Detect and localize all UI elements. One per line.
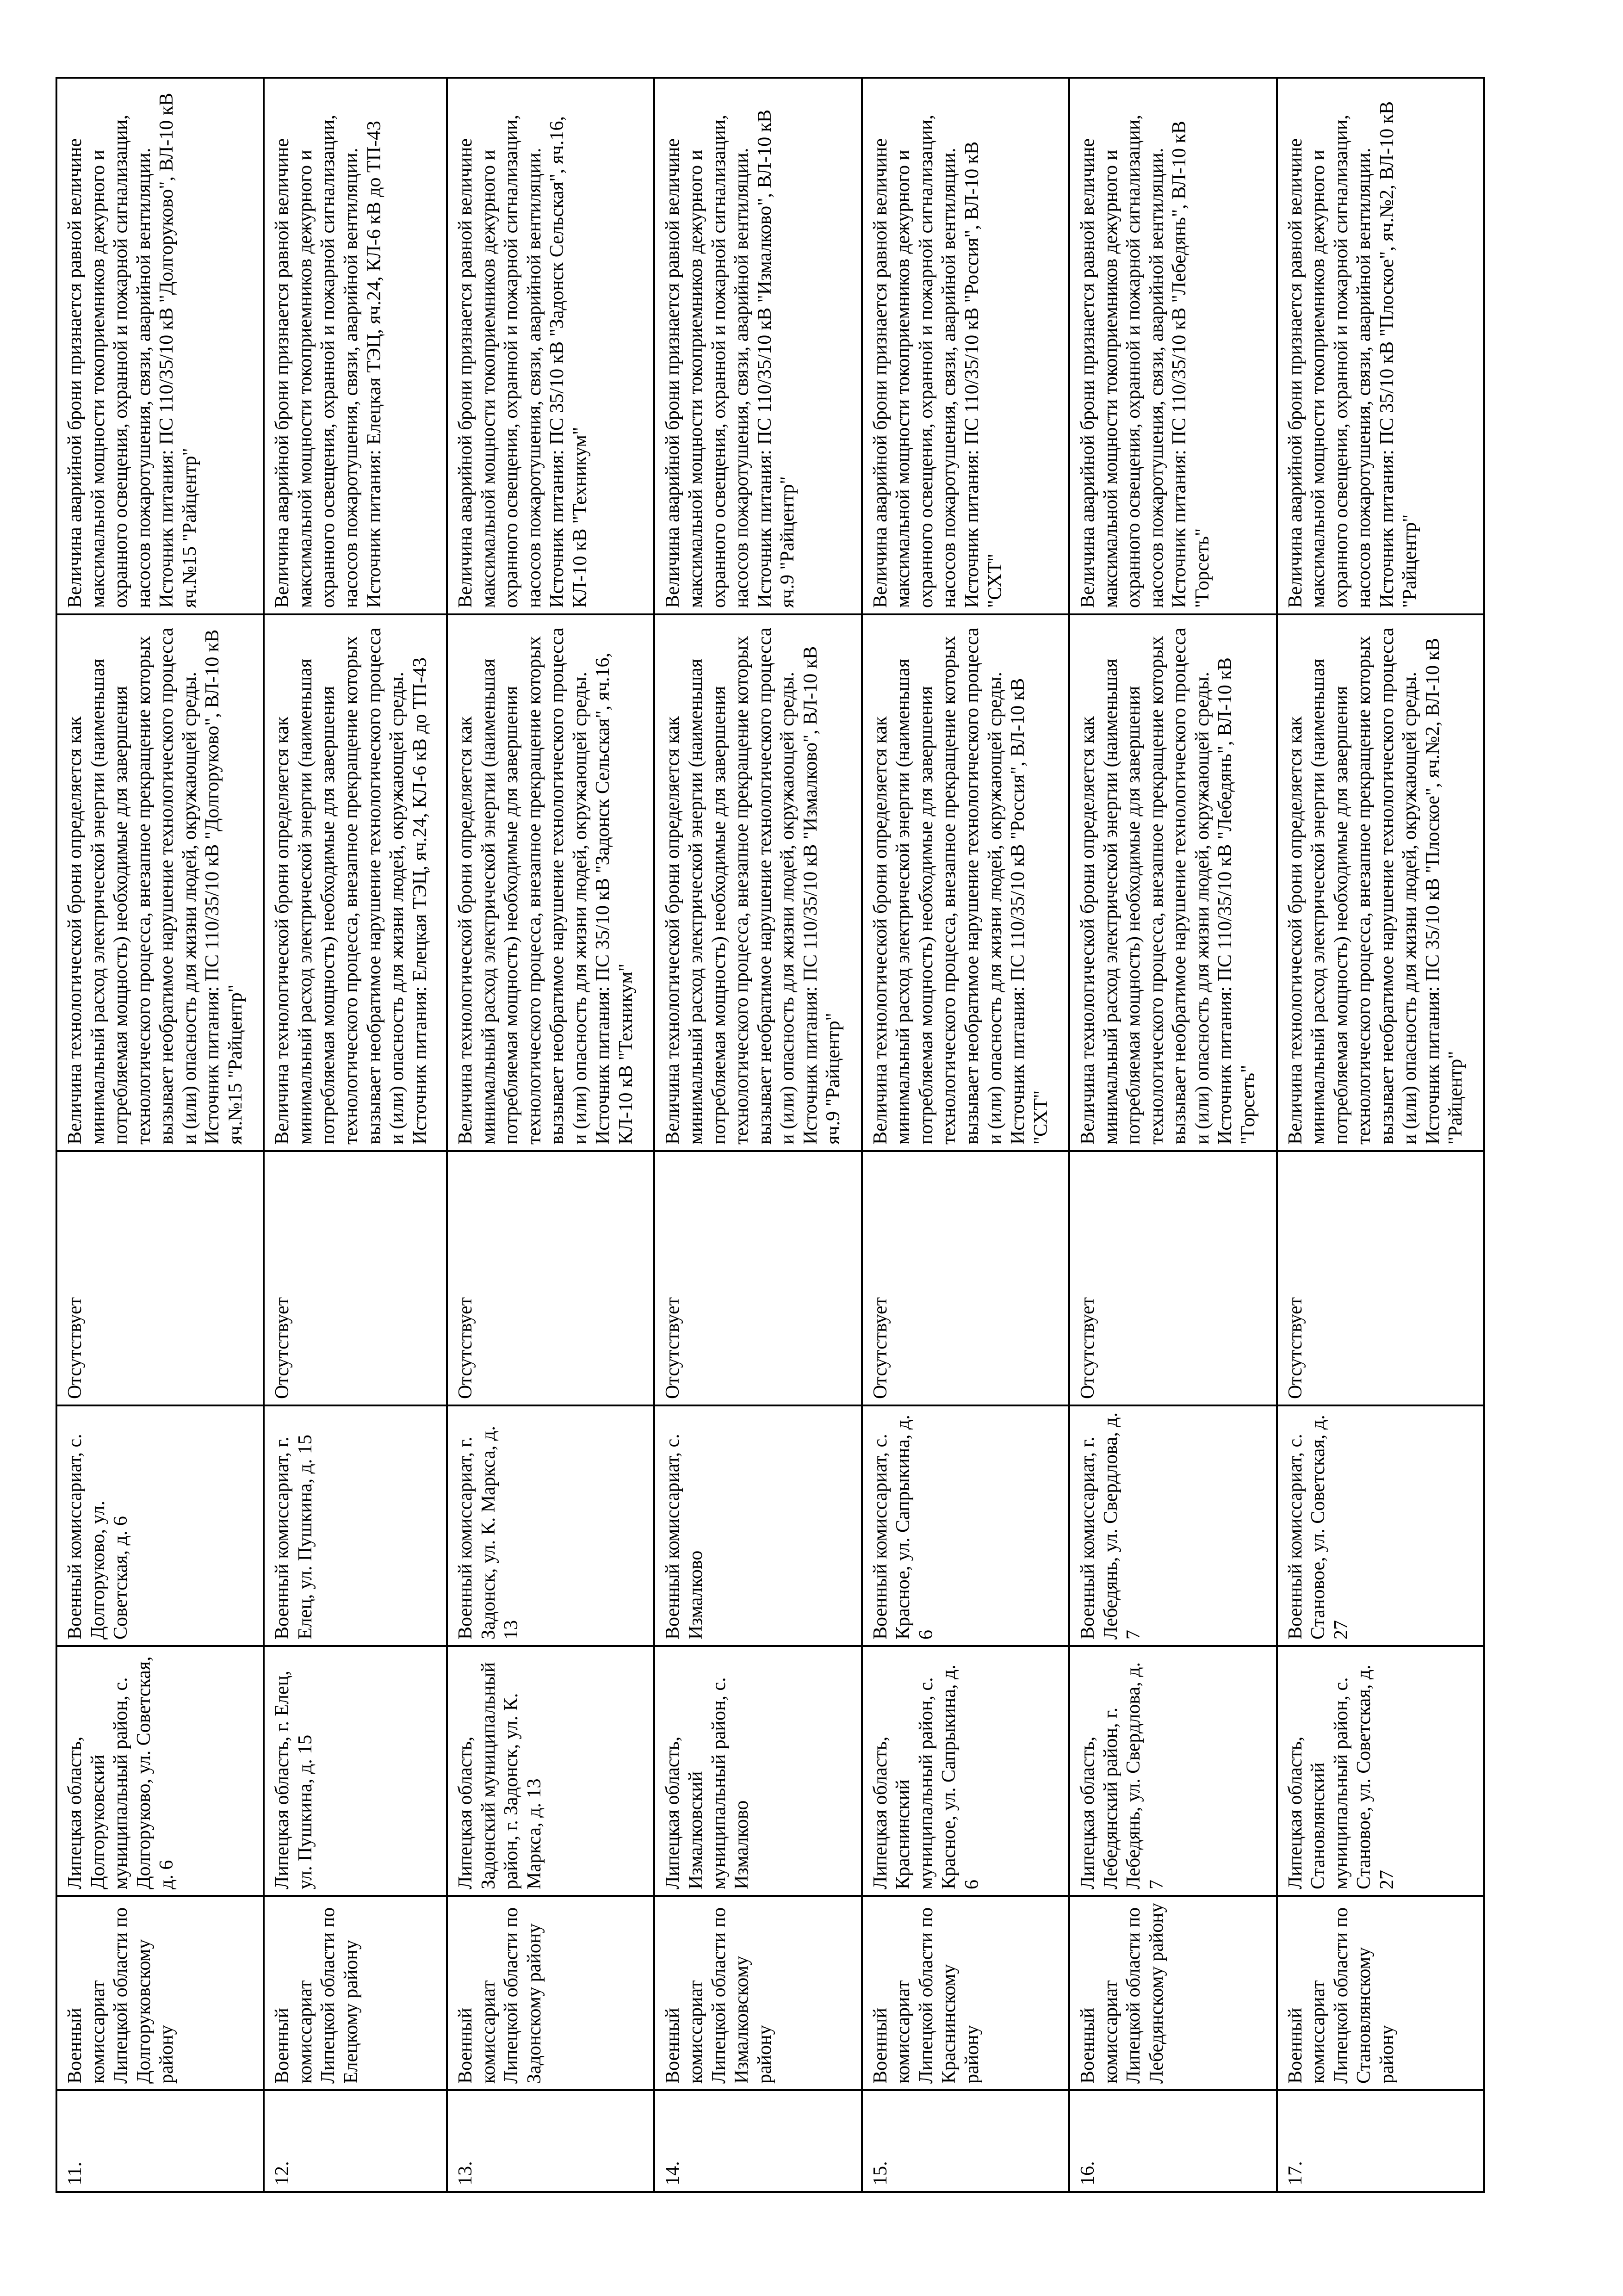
cell-organization: Военный комиссариат Липецкой области по Становлянскому району (1277, 1896, 1484, 2090)
cell-technological-reserve: Величина технологической брони определяется как минимальный расход электрической энергии (наименьшая потребляемая мощность) необходимые для завершения технологического процесса, внезапное прекращение которых вызывает необратимое нарушение технологического процесса и (или) опасность для жизни людей, окружающей среды. Источник питания: ПС 35/10 кВ "Задонск Сельская", яч.16, КЛ-10 кВ "Техникум" (447, 614, 654, 1151)
cell-location: Военный комиссариат, с. Становое, ул. Советская, д. 27 (1277, 1405, 1484, 1646)
table-row (654, 78, 861, 2192)
cell-address: Липецкая область, Долгоруковский муниципальный район, с. Долгоруково, ул. Советская, д. 6 (56, 1646, 264, 1896)
cell-technological-reserve: Величина технологической брони определяется как минимальный расход электрической энергии (наименьшая потребляемая мощность) необходимые для завершения технологического процесса, внезапное прекращение которых вызывает необратимое нарушение технологического процесса и (или) опасность для жизни людей, окружающей среды. Источник питания: Елецкая ТЭЦ, яч.24, КЛ-6 кВ до ТП-43 (264, 614, 447, 1151)
cell-absent: Отсутствует (1277, 1151, 1484, 1405)
cell-emergency-reserve: Величина аварийной брони признается равной величине максимальной мощности токоприемников дежурного и охранного освещения, охранной и пожарной сигнализации, насосов пожаротушения, связи, аварийной вентиляции. Источник питания: ПС 110/35/10 кВ "Лебедянь", ВЛ-10 кВ "Горсеть" (1069, 78, 1276, 614)
cell-organization: Военный комиссариат Липецкой области по Задонскому району (447, 1896, 654, 2090)
table-row (1069, 78, 1276, 2192)
cell-location: Военный комиссариат, с. Измалково (654, 1405, 861, 1646)
cell-number: 12. (264, 2090, 447, 2192)
cell-emergency-reserve: Величина аварийной брони признается равной величине максимальной мощности токоприемников дежурного и охранного освещения, охранной и пожарной сигнализации, насосов пожаротушения, связи, аварийной вентиляции. Источник питания: ПС 35/10 кВ "Задонск Сельская", яч.16, КЛ-10 кВ "Техникум" (447, 78, 654, 614)
cell-number: 13. (447, 2090, 654, 2192)
cell-absent: Отсутствует (447, 1151, 654, 1405)
cell-absent: Отсутствует (264, 1151, 447, 1405)
cell-number: 14. (654, 2090, 861, 2192)
cell-technological-reserve: Величина технологической брони определяется как минимальный расход электрической энергии (наименьшая потребляемая мощность) необходимые для завершения технологического процесса, внезапное прекращение которых вызывает необратимое нарушение технологического процесса и (или) опасность для жизни людей, окружающей среды. Источник питания: ПС 110/35/10 кВ "Лебедянь", ВЛ-10 кВ "Горсеть" (1069, 614, 1276, 1151)
table-row (862, 78, 1069, 2192)
cell-technological-reserve: Величина технологической брони определяется как минимальный расход электрической энергии (наименьшая потребляемая мощность) необходимые для завершения технологического процесса, внезапное прекращение которых вызывает необратимое нарушение технологического процесса и (или) опасность для жизни людей, окружающей среды. Источник питания: ПС 110/35/10 кВ "Измалково", ВЛ-10 кВ яч.9 "Райцентр" (654, 614, 861, 1151)
reservation-table (56, 77, 1485, 2193)
cell-address: Липецкая область, Задонский муниципальный район, г. Задонск, ул. К. Маркса, д. 13 (447, 1646, 654, 1896)
cell-organization: Военный комиссариат Липецкой области по Измалковскому району (654, 1896, 861, 2090)
cell-emergency-reserve: Величина аварийной брони признается равной величине максимальной мощности токоприемников дежурного и охранного освещения, охранной и пожарной сигнализации, насосов пожаротушения, связи, аварийной вентиляции. Источник питания: ПС 35/10 кВ "Плоское", яч.№2, ВЛ-10 кВ "Райцентр" (1277, 78, 1484, 614)
cell-address: Липецкая область, Измалковский муниципальный район, с. Измалково (654, 1646, 861, 1896)
cell-location: Военный комиссариат, с. Долгоруково, ул. Советская, д. 6 (56, 1405, 264, 1646)
cell-number: 11. (56, 2090, 264, 2192)
cell-emergency-reserve: Величина аварийной брони признается равной величине максимальной мощности токоприемников дежурного и охранного освещения, охранной и пожарной сигнализации, насосов пожаротушения, связи, аварийной вентиляции. Источник питания: ПС 110/35/10 кВ "Долгоруково", ВЛ-10 кВ яч.№15 "Райцентр" (56, 78, 264, 614)
cell-location: Военный комиссариат, г. Задонск, ул. К. Маркса, д. 13 (447, 1405, 654, 1646)
cell-organization: Военный комиссариат Липецкой области по Лебедянскому району (1069, 1896, 1276, 2090)
cell-location: Военный комиссариат, г. Лебедянь, ул. Свердлова, д. 7 (1069, 1405, 1276, 1646)
cell-emergency-reserve: Величина аварийной брони признается равной величине максимальной мощности токоприемников дежурного и охранного освещения, охранной и пожарной сигнализации, насосов пожаротушения, связи, аварийной вентиляции. Источник питания: ПС 110/35/10 кВ "Россия", ВЛ-10 кВ "СХТ" (862, 78, 1069, 614)
table-row (56, 78, 264, 2192)
cell-address: Липецкая область, Становлянский муниципальный район, с. Становое, ул. Советская, д. 27 (1277, 1646, 1484, 1896)
cell-address: Липецкая область, Лебедянский район, г. Лебедянь, ул. Свердлова, д. 7 (1069, 1646, 1276, 1896)
table-row (1277, 78, 1484, 2192)
cell-number: 17. (1277, 2090, 1484, 2192)
cell-absent: Отсутствует (862, 1151, 1069, 1405)
cell-organization: Военный комиссариат Липецкой области по Краснинскому району (862, 1896, 1069, 2090)
cell-location: Военный комиссариат, г. Елец, ул. Пушкина, д. 15 (264, 1405, 447, 1646)
cell-absent: Отсутствует (56, 1151, 264, 1405)
table-row (447, 78, 654, 2192)
rotated-table-sheet (56, 79, 1485, 2193)
cell-organization: Военный комиссариат Липецкой области по Елецкому району (264, 1896, 447, 2090)
cell-technological-reserve: Величина технологической брони определяется как минимальный расход электрической энергии (наименьшая потребляемая мощность) необходимые для завершения технологического процесса, внезапное прекращение которых вызывает необратимое нарушение технологического процесса и (или) опасность для жизни людей, окружающей среды. Источник питания: ПС 35/10 кВ "Плоское", яч.№2, ВЛ-10 кВ "Райцентр" (1277, 614, 1484, 1151)
cell-organization: Военный комиссариат Липецкой области по Долгоруковскому району (56, 1896, 264, 2090)
cell-address: Липецкая область, Краснинский муниципальный район, с. Красное, ул. Сапрыкина, д. 6 (862, 1646, 1069, 1896)
cell-number: 15. (862, 2090, 1069, 2192)
table-row (264, 78, 447, 2192)
cell-technological-reserve: Величина технологической брони определяется как минимальный расход электрической энергии (наименьшая потребляемая мощность) необходимые для завершения технологического процесса, внезапное прекращение которых вызывает необратимое нарушение технологического процесса и (или) опасность для жизни людей, окружающей среды. Источник питания: ПС 110/35/10 кВ "Долгоруково", ВЛ-10 кВ яч.№15 "Райцентр" (56, 614, 264, 1151)
cell-absent: Отсутствует (654, 1151, 861, 1405)
cell-emergency-reserve: Величина аварийной брони признается равной величине максимальной мощности токоприемников дежурного и охранного освещения, охранной и пожарной сигнализации, насосов пожаротушения, связи, аварийной вентиляции. Источник питания: ПС 110/35/10 кВ "Измалково", ВЛ-10 кВ яч.9 "Райцентр" (654, 78, 861, 614)
cell-absent: Отсутствует (1069, 1151, 1276, 1405)
cell-address: Липецкая область, г. Елец, ул. Пушкина, д. 15 (264, 1646, 447, 1896)
cell-number: 16. (1069, 2090, 1276, 2192)
cell-location: Военный комиссариат, с. Красное, ул. Сапрыкина, д. 6 (862, 1405, 1069, 1646)
cell-emergency-reserve: Величина аварийной брони признается равной величине максимальной мощности токоприемников дежурного и охранного освещения, охранной и пожарной сигнализации, насосов пожаротушения, связи, аварийной вентиляции. Источник питания: Елецкая ТЭЦ, яч.24, КЛ-6 кВ до ТП-43 (264, 78, 447, 614)
cell-technological-reserve: Величина технологической брони определяется как минимальный расход электрической энергии (наименьшая потребляемая мощность) необходимые для завершения технологического процесса, внезапное прекращение которых вызывает необратимое нарушение технологического процесса и (или) опасность для жизни людей, окружающей среды. Источник питания: ПС 110/35/10 кВ "Россия", ВЛ-10 кВ "СХТ" (862, 614, 1069, 1151)
